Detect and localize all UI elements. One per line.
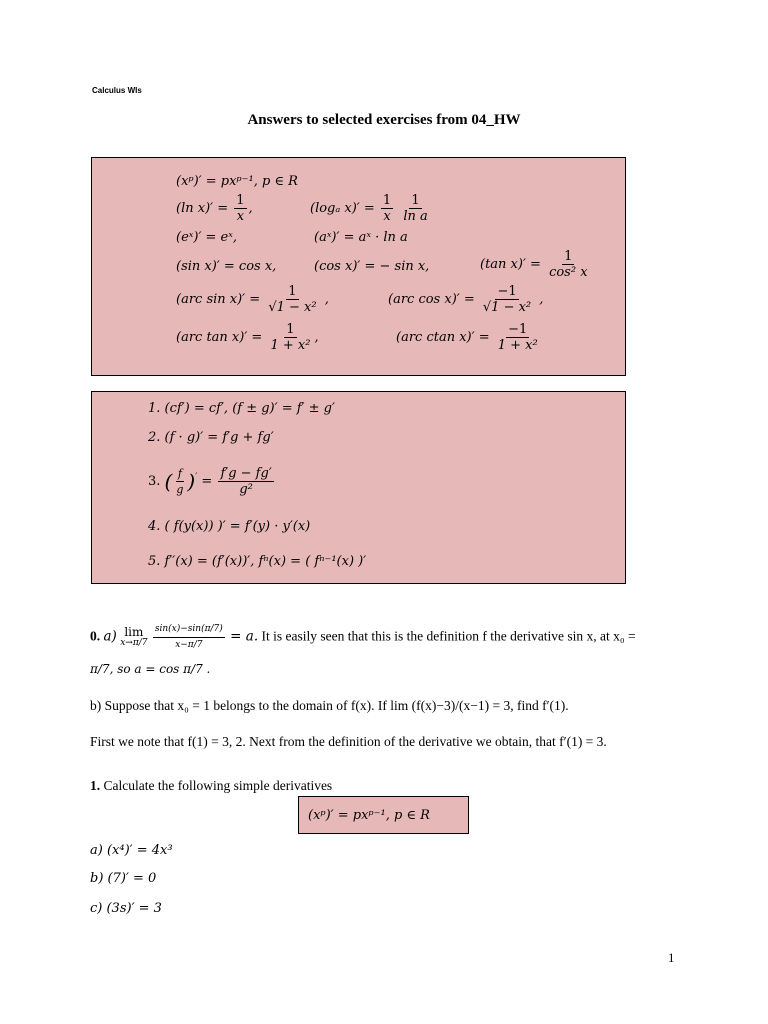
formula-log-num1: 1 bbox=[382, 193, 392, 208]
formula-arctan: (arc tan x)′ = $\frac{1}{\text{1 + x²}}$ , bbox=[176, 322, 319, 353]
formula-arcsin-fraction bbox=[266, 284, 318, 315]
exercise-1c: c) (3s)′ = 3 bbox=[90, 901, 162, 916]
power-rule-boxed: (xᵖ)′ = pxᵖ⁻¹, p ∈ R bbox=[308, 808, 430, 823]
rule-2: 2. (f · g)′ = f′g + fg′ bbox=[148, 430, 274, 445]
exercise-1-heading bbox=[90, 777, 332, 795]
formula-tan-den: cos² x bbox=[549, 265, 588, 280]
formula-tan-lhs: (tan x)′ = bbox=[480, 257, 541, 272]
formula-log-frac1 bbox=[381, 193, 393, 224]
formula-ln-den: x bbox=[236, 209, 245, 224]
exercise-0a: 0. a) lim x→π/7 $\frac{\sin(x)-\sin(\pi/7)}{x-\pi/7}$ = a. It is easily seen that this is the definition f the derivative sin x, at x₀ = bbox=[90, 624, 636, 650]
formula-arctan-lhs: (arc tan x)′ = bbox=[176, 330, 263, 345]
exercise-0-label: 0. bbox=[90, 628, 101, 644]
rule-3-prefix: 3. bbox=[148, 474, 161, 489]
formula-tan-fraction bbox=[547, 249, 589, 280]
formula-tan bbox=[480, 249, 592, 280]
exercise-0c: First we note that f(1) = 3, 2. Next from the definition of the derivative we obtain, that f′(1) = 3. bbox=[90, 734, 607, 749]
exercise-0a-line2: π/7, so a = cos π/7 . bbox=[90, 662, 211, 676]
formula-arctan-num: 1 bbox=[286, 322, 295, 337]
page-number: 1 bbox=[668, 950, 675, 965]
formula-cos: (cos x)′ = − sin x, bbox=[314, 259, 430, 274]
rule-3-inner-fraction: $\frac{f}{g}$ bbox=[176, 467, 184, 496]
formula-log bbox=[310, 193, 432, 224]
exercise-0b: b) Suppose that x₀ = 1 belongs to the domain of f(x). If lim (f(x)−3)/(x−1) = 3, find f′(1). bbox=[90, 698, 569, 713]
formula-arcsin-num: 1 bbox=[288, 284, 297, 299]
formula-log-num2: 1 bbox=[411, 193, 420, 208]
formula-power: (xᵖ)′ = pxᵖ⁻¹, p ∈ R bbox=[176, 174, 298, 189]
formula-arccos-lhs: (arc cos x)′ = bbox=[388, 292, 475, 307]
formula-arcsin-den: √1 − x² bbox=[268, 300, 317, 315]
rule-3-fraction bbox=[218, 466, 273, 497]
formula-log-frac2 bbox=[401, 193, 429, 224]
rule-1: 1. (cf′) = cf′, (f ± g)′ = f′ ± g′ bbox=[148, 401, 335, 416]
formula-arcctan-fraction bbox=[496, 322, 540, 353]
formula-ln-fraction bbox=[234, 193, 246, 224]
formula-sin: (sin x)′ = cos x, bbox=[176, 259, 277, 274]
exercise-1-num: 1. bbox=[90, 778, 101, 793]
exercise-0a-text: It is easily seen that this is the definition f the derivative sin x, at x₀ = bbox=[261, 628, 636, 644]
rule-4: 4. ( f(y(x)) )′ = f′(y) · y′(x) bbox=[148, 519, 311, 534]
formula-arccos-fraction bbox=[481, 284, 533, 315]
exercise-1a: a) (x⁴)′ = 4x³ bbox=[90, 843, 173, 858]
formula-log-den1: x bbox=[383, 209, 391, 224]
formula-arcctan-den: 1 + x² bbox=[497, 338, 538, 353]
formula-arcctan-lhs: (arc ctan x)′ = bbox=[396, 330, 490, 345]
formula-log-den2: ln a bbox=[403, 209, 428, 224]
formula-arcctan-num: −1 bbox=[508, 322, 528, 337]
rule-3-den: g² bbox=[239, 482, 253, 497]
rule-3: 3. ( $\frac{f}{g}$ )′ = $\frac{f'g - fg'}{\text{g²}}$ bbox=[148, 466, 272, 497]
formula-arcsin-lhs: (arc sin x)′ = bbox=[176, 292, 261, 307]
formula-ax: (aˣ)′ = aˣ · ln a bbox=[314, 230, 408, 245]
formula-arcctan bbox=[396, 322, 542, 353]
page-header: Calculus WIs bbox=[92, 86, 142, 95]
rule-3-num: f′g − fg′ bbox=[220, 466, 272, 481]
formula-tan-num: 1 bbox=[564, 249, 573, 264]
page-title: Answers to selected exercises from 04_HW bbox=[247, 112, 521, 128]
formula-exp: (eˣ)′ = eˣ, bbox=[176, 230, 238, 245]
formula-ln-lhs: (ln x)′ = bbox=[176, 201, 229, 216]
formula-arccos: (arc cos x)′ = $\frac{-1}{\text{√1 − x²}}$ , bbox=[388, 284, 544, 315]
formula-log-lhs: (logₐ x)′ = bbox=[310, 201, 375, 216]
exercise-1b: b) (7)′ = 0 bbox=[90, 871, 157, 886]
exercise-1-text: Calculate the following simple derivatives bbox=[103, 778, 333, 793]
formula-ln: (ln x)′ = $\frac{1}{x}$ , bbox=[176, 193, 253, 224]
formula-arccos-num: −1 bbox=[497, 284, 517, 299]
formula-arctan-den: 1 + x² bbox=[270, 338, 311, 353]
formula-arcsin: (arc sin x)′ = $\frac{1}{\text{√1 − x²}}$ , bbox=[176, 284, 329, 315]
formula-arctan-fraction bbox=[268, 322, 312, 353]
formula-arccos-den: √1 − x² bbox=[482, 300, 532, 315]
rule-5: 5. f′′(x) = (f′(x))′, fⁿ(x) = ( fⁿ⁻¹(x) )′ bbox=[148, 554, 367, 569]
formula-ln-num: 1 bbox=[236, 193, 245, 208]
